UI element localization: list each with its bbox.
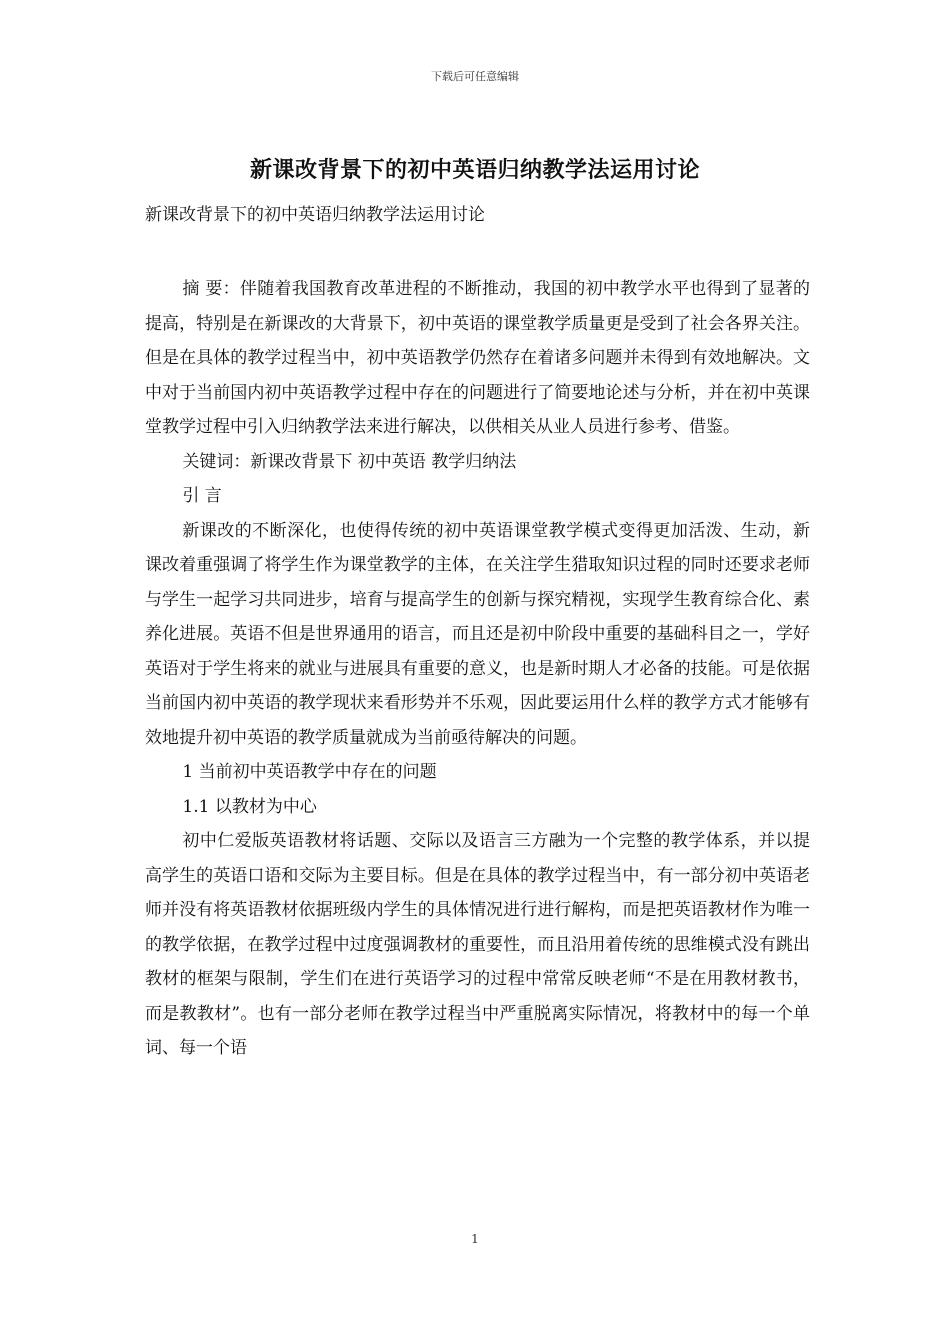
- introduction-paragraph: 新课改的不断深化，也使得传统的初中英语课堂教学模式变得更加活泼、生动，新课改着重强调了将学生作为课堂教学的主体，在关注学生猎取知识过程的同时还要求老师与学生一起学习共同进步，培育与提高学生的创新与探究精视，实现学生教育综合化、素养化进展。英语不但是世界通用的语言，而且还是初中阶段中重要的基础科目之一，学好英语对于学生将来的就业与进展具有重要的意义，也是新时期人才必备的技能。可是依据当前国内初中英语的教学现状来看形势并不乐观，因此要运用什么样的教学方式才能够有效地提升初中英语的教学质量就成为当前亟待解决的问题。: [145, 520, 810, 748]
- page-number: 1: [471, 1232, 479, 1246]
- subsection-heading-1-1: 1.1 以教材为中心: [182, 796, 317, 817]
- document-title: 新课改背景下的初中英语归纳教学法运用讨论: [249, 157, 700, 183]
- section-paragraph-1-1: 初中仁爱版英语教材将话题、交际以及语言三方融为一个完整的教学体系，并以提高学生的英语口语和交际为主要目标。但是在具体的教学过程当中，有一部分初中英语老师并没有将英语教材依据班级内学生的具体情况进行进行解构，而是把英语教材作为唯一的教学依据，在教学过程中过度强调教材的重要性，而且沿用着传统的思维模式没有跳出教材的框架与限制，学生们在进行英语学习的过程中常常反映老师“不是在用教材教书，而是教教材”。也有一部分老师在教学过程当中严重脱离实际情况，将教材中的每一个单词、每一个语: [145, 831, 810, 1058]
- keywords-line: 关键词：新课改背景下 初中英语 教学归纳法: [182, 451, 517, 472]
- introduction-heading: 引 言: [182, 486, 222, 506]
- document-body: [145, 272, 810, 1066]
- abstract-paragraph: 摘 要：伴随着我国教育改革进程的不断推动，我国的初中教学水平也得到了显著的提高，特别是在新课改的大背景下，初中英语的课堂教学质量更是受到了社会各界关注。但是在具体的教学过程当中，初中英语教学仍然存在着诸多问题并未得到有效地解决。文中对于当前国内初中英语教学过程中存在的问题进行了简要地论述与分析，并在初中英课堂教学过程中引入归纳教学法来进行解决，以供相关从业人员进行参考、借鉴。: [145, 279, 810, 437]
- page-header-note: 下载后可任意编辑: [431, 70, 519, 83]
- section-heading-1: 1 当前初中英语教学中存在的问题: [182, 762, 437, 782]
- document-subtitle: 新课改背景下的初中英语归纳教学法运用讨论: [145, 205, 485, 225]
